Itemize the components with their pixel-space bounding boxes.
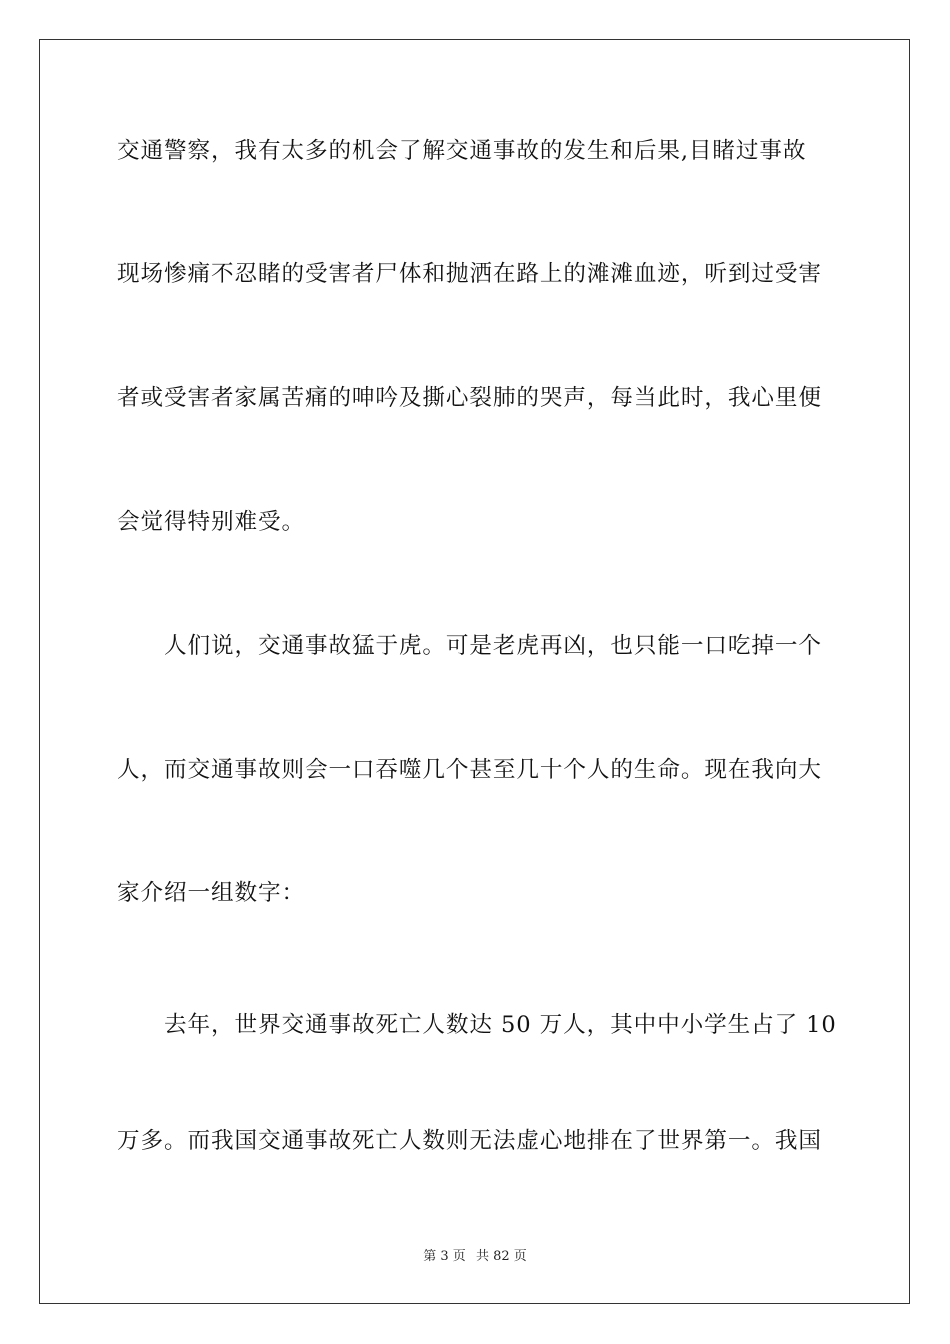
text-line: 现场惨痛不忍睹的受害者尸体和抛洒在路上的滩滩血迹，听到过受害 [117, 261, 822, 287]
page-footer [0, 1245, 950, 1264]
text-line: 者或受害者家属苦痛的呻吟及撕心裂肺的哭声，每当此时，我心里便 [117, 385, 822, 411]
text-line: 万多。而我国交通事故死亡人数则无法虚心地排在了世界第一。我国 [117, 1128, 822, 1154]
page-border [39, 39, 910, 1304]
page-total: 共 82 页 [475, 1249, 527, 1264]
page-number: 第 3 页 [423, 1249, 466, 1264]
text-line: 人们说，交通事故猛于虎。可是老虎再凶，也只能一口吃掉一个 [164, 633, 822, 659]
text-line: 家介绍一组数字： [117, 880, 305, 906]
text-line: 交通警察，我有太多的机会了解交通事故的发生和后果,目睹过事故 [117, 138, 807, 164]
text-line: 人，而交通事故则会一口吞噬几个甚至几十个人的生命。现在我向大 [117, 757, 822, 783]
text-line: 会觉得特别难受。 [117, 509, 305, 535]
text-line: 去年，世界交通事故死亡人数达 50 万人，其中中小学生占了 10 [164, 1012, 837, 1038]
